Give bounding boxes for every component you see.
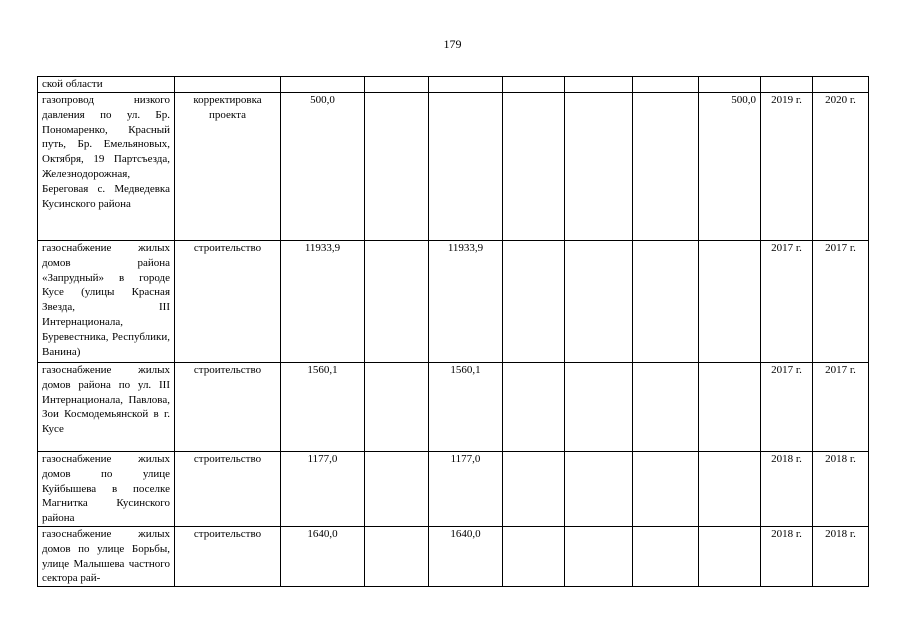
end-year-cell: 2018 г. bbox=[813, 526, 869, 586]
value-cell bbox=[699, 526, 761, 586]
work-type-cell: строительство bbox=[175, 241, 281, 363]
start-year-cell: 2017 г. bbox=[761, 363, 813, 452]
value-cell: 1177,0 bbox=[429, 452, 503, 527]
work-type-cell: корректировка проекта bbox=[175, 93, 281, 241]
value-cell bbox=[633, 77, 699, 93]
object-name-cell: ской области bbox=[38, 77, 175, 93]
end-year-cell: 2017 г. bbox=[813, 363, 869, 452]
end-year-cell bbox=[813, 77, 869, 93]
total-cell: 1560,1 bbox=[281, 363, 365, 452]
object-name-cell: газоснабжение жилых домов по улице Борьбы, улице Малышева частного сектора рай- bbox=[38, 526, 175, 586]
total-cell bbox=[281, 77, 365, 93]
value-cell bbox=[633, 526, 699, 586]
total-cell: 500,0 bbox=[281, 93, 365, 241]
table-row bbox=[38, 452, 869, 527]
value-cell bbox=[565, 241, 633, 363]
value-cell bbox=[633, 452, 699, 527]
table-row bbox=[38, 363, 869, 452]
program-table bbox=[37, 76, 869, 587]
object-name-cell: газоснабжение жилых домов по улице Куйбышева в поселке Магнитка Кусинского района bbox=[38, 452, 175, 527]
start-year-cell: 2019 г. bbox=[761, 93, 813, 241]
value-cell bbox=[699, 363, 761, 452]
value-cell: 1640,0 bbox=[429, 526, 503, 586]
total-cell: 1177,0 bbox=[281, 452, 365, 527]
total-cell: 1640,0 bbox=[281, 526, 365, 586]
value-cell bbox=[699, 77, 761, 93]
work-type-cell: строительство bbox=[175, 452, 281, 527]
value-cell bbox=[429, 77, 503, 93]
value-cell bbox=[503, 93, 565, 241]
value-cell bbox=[565, 526, 633, 586]
value-cell bbox=[365, 93, 429, 241]
object-name-cell: газопровод низкого давления по ул. Бр. Пономаренко, Красный путь, Бр. Емельяновых, Октября, 19 Партсъезда, Железнодорожная, Береговая с. Медведевка Кусинского района bbox=[38, 93, 175, 241]
start-year-cell: 2018 г. bbox=[761, 526, 813, 586]
table-row bbox=[38, 526, 869, 586]
table-row bbox=[38, 241, 869, 363]
value-cell bbox=[633, 241, 699, 363]
value-cell bbox=[503, 241, 565, 363]
end-year-cell: 2017 г. bbox=[813, 241, 869, 363]
value-cell bbox=[429, 93, 503, 241]
value-cell bbox=[699, 452, 761, 527]
work-type-cell: строительство bbox=[175, 363, 281, 452]
value-cell bbox=[565, 363, 633, 452]
value-cell bbox=[503, 77, 565, 93]
value-cell bbox=[365, 452, 429, 527]
start-year-cell: 2017 г. bbox=[761, 241, 813, 363]
value-cell bbox=[699, 241, 761, 363]
value-cell bbox=[365, 77, 429, 93]
start-year-cell bbox=[761, 77, 813, 93]
total-cell: 11933,9 bbox=[281, 241, 365, 363]
object-name-cell: газоснабжение жилых домов района по ул. III Интернационала, Павлова, Зои Космодемьянской в г. Кусе bbox=[38, 363, 175, 452]
value-cell bbox=[565, 77, 633, 93]
end-year-cell: 2020 г. bbox=[813, 93, 869, 241]
table-row bbox=[38, 93, 869, 241]
object-name-cell: газоснабжение жилых домов района «Запрудный» в городе Кусе (улицы Красная Звезда, III Интернационала, Буревестника, Республики, Ванина) bbox=[38, 241, 175, 363]
end-year-cell: 2018 г. bbox=[813, 452, 869, 527]
value-cell bbox=[633, 93, 699, 241]
value-cell bbox=[365, 363, 429, 452]
value-cell: 500,0 bbox=[699, 93, 761, 241]
value-cell bbox=[365, 241, 429, 363]
value-cell bbox=[503, 452, 565, 527]
page-number: 179 bbox=[443, 37, 462, 51]
value-cell bbox=[565, 93, 633, 241]
value-cell: 11933,9 bbox=[429, 241, 503, 363]
start-year-cell: 2018 г. bbox=[761, 452, 813, 527]
work-type-cell bbox=[175, 77, 281, 93]
work-type-cell: строительство bbox=[175, 526, 281, 586]
value-cell bbox=[365, 526, 429, 586]
value-cell bbox=[633, 363, 699, 452]
value-cell: 1560,1 bbox=[429, 363, 503, 452]
value-cell bbox=[503, 526, 565, 586]
table-row bbox=[38, 77, 869, 93]
value-cell bbox=[503, 363, 565, 452]
value-cell bbox=[565, 452, 633, 527]
